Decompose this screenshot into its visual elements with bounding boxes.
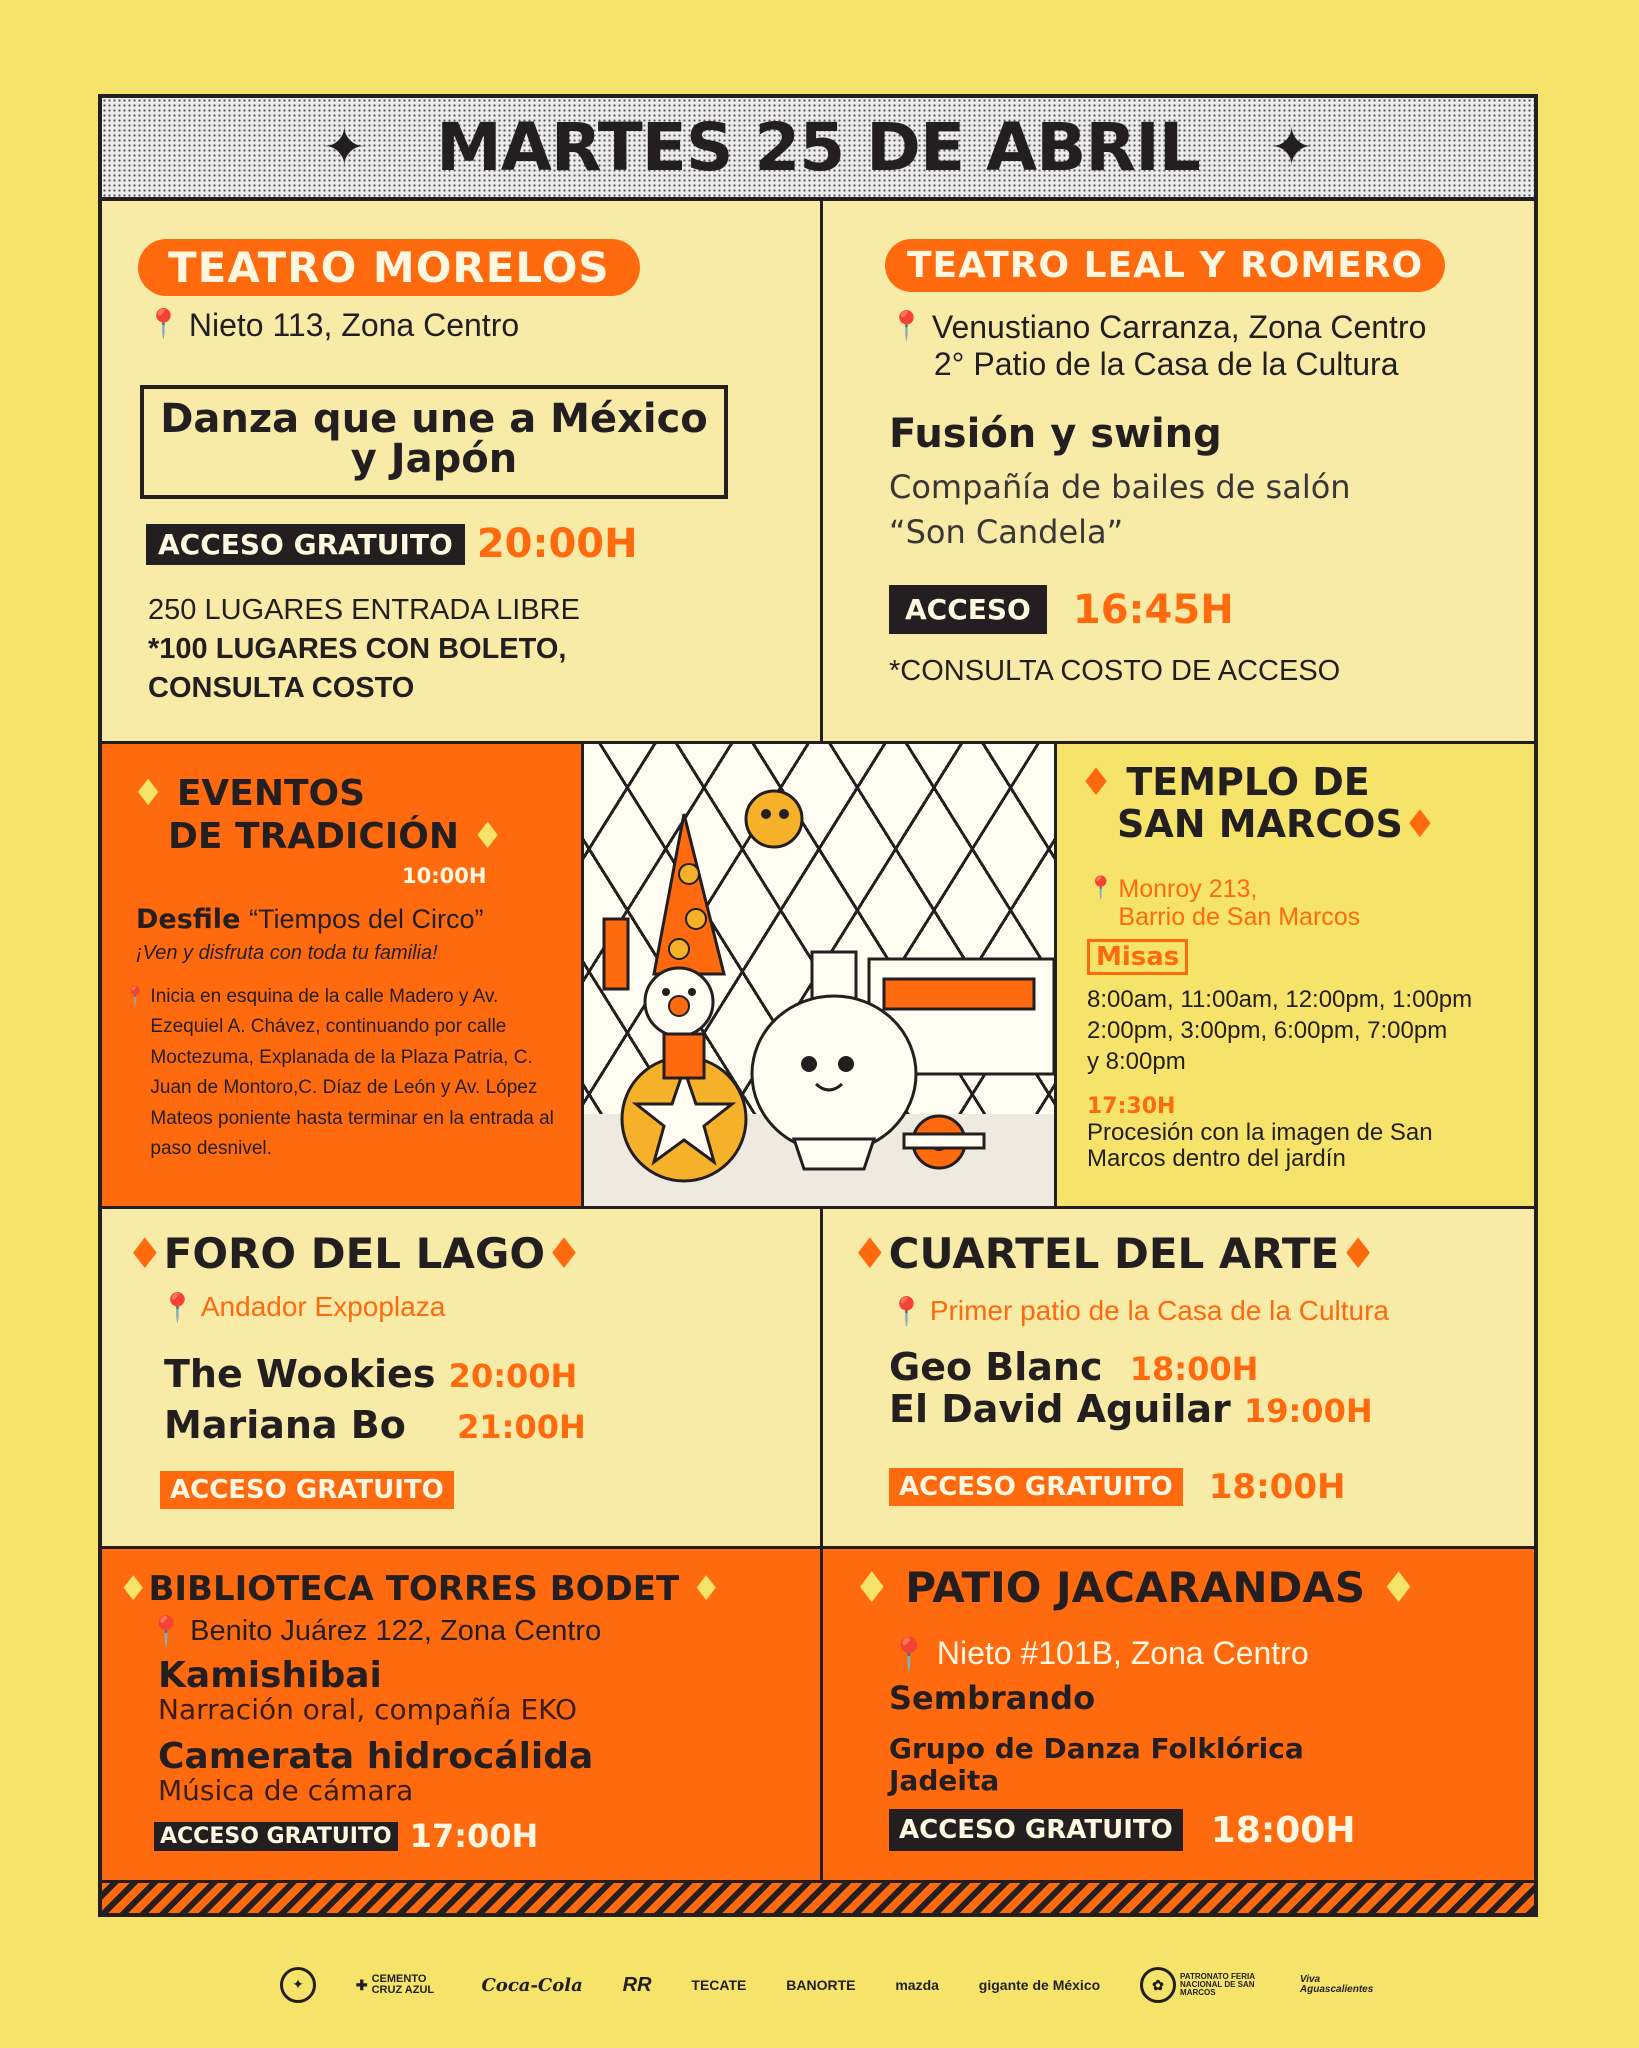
location-pin-icon: 📍 — [889, 1296, 924, 1327]
event-time: 18:00H — [1210, 1809, 1356, 1851]
venue-address: 📍 Nieto #101B, Zona Centro — [889, 1635, 1309, 1672]
access-row — [889, 585, 1234, 634]
poster-header — [102, 98, 1534, 201]
patio-card — [820, 1546, 1534, 1883]
sponsor-logos — [280, 1955, 1374, 2015]
diamond-icon: ♦ — [545, 1229, 583, 1278]
event-time: 17:00H — [409, 1817, 539, 1855]
biblioteca-card — [102, 1546, 823, 1883]
venue-name: ♦BIBLIOTECA TORRES BODET ♦ — [118, 1569, 722, 1609]
banorte-logo: BANORTE — [786, 1977, 856, 1993]
diamond-icon: ♦ — [126, 1229, 164, 1278]
route-description: 📍 Inicia en esquina de la calle Madero y Av. Ezequiel A. Chávez, continuando por calle Moctezuma, Explanada de la Plaza Patria, C. Juan de Montoro,C. Díaz de León y Av. López Mateos poniente hasta terminar en la entrada al paso desnivel. — [124, 982, 564, 1164]
access-badge: ACCESO GRATUITO — [889, 1809, 1183, 1851]
location-pin-icon: 📍 — [889, 310, 924, 341]
procession-description: Procesión con la imagen de San Marcos dentro del jardín — [1087, 1119, 1433, 1173]
event-title: Sembrando — [889, 1679, 1096, 1717]
event-poster — [98, 94, 1538, 1917]
event-time: 16:45H — [1072, 586, 1234, 633]
location-pin-icon: 📍 — [148, 1616, 185, 1648]
coca-cola-logo: Coca-Cola — [481, 1974, 583, 1996]
circus-characters-illustration — [584, 744, 1054, 1206]
diamond-icon: ♦ — [132, 773, 165, 814]
event-time: 20:00H — [476, 521, 638, 567]
venue-name: TEATRO LEAL Y ROMERO — [885, 239, 1445, 292]
eventos-tradicion-card — [102, 741, 584, 1209]
event-tagline: ¡Ven y disfruta con toda tu familia! — [136, 942, 438, 964]
cost-note: *CONSULTA COSTO DE ACCESO — [889, 655, 1341, 687]
access-row — [889, 1809, 1355, 1851]
circus-illustration — [581, 741, 1057, 1209]
templo-card — [1054, 741, 1534, 1209]
diamond-icon: ♦ — [1339, 1229, 1377, 1278]
venue-address: 📍 Monroy 213, Barrio de San Marcos — [1087, 875, 1361, 931]
diamond-icon: ♦ — [118, 1569, 149, 1609]
sparkle-icon: ✦ — [1269, 117, 1314, 178]
diamond-icon: ♦ — [1402, 801, 1437, 846]
rr-logo-icon: RR — [622, 1973, 652, 1996]
seating-note: 250 LUGARES ENTRADA LIBRE *100 LUGARES CON BOLETO, CONSULTA COSTO — [148, 594, 580, 705]
lineup: Kamishibai Narración oral, compañía EKO Camerata hidrocálida Música de cámara — [158, 1655, 594, 1807]
event-time: 18:00H — [1208, 1467, 1346, 1507]
venue-address: 📍 Nieto 113, Zona Centro — [146, 307, 520, 343]
venue-name: TEATRO MORELOS — [138, 239, 640, 296]
misas-times: 8:00am, 11:00am, 12:00pm, 1:00pm 2:00pm, 3:00pm, 6:00pm, 7:00pm y 8:00pm — [1087, 986, 1473, 1076]
access-badge: ACCESO GRATUITO — [889, 1468, 1183, 1506]
location-pin-icon: 📍 — [146, 308, 181, 339]
event-title-box — [140, 385, 728, 499]
cross-icon: ✚ — [355, 1976, 368, 1993]
group-name: Grupo de Danza Folklórica Jadeita — [889, 1732, 1304, 1798]
location-pin-icon: 📍 — [889, 1636, 929, 1672]
venue-name: ♦FORO DEL LAGO♦ — [126, 1229, 583, 1278]
section-title: ♦ TEMPLO DE SAN MARCOS♦ — [1079, 760, 1437, 846]
location-pin-icon: 📍 — [1087, 875, 1115, 900]
diamond-icon: ♦ — [1379, 1563, 1418, 1612]
access-row — [154, 1817, 538, 1855]
tecate-logo: TECATE — [691, 1977, 747, 1993]
access-badge: ACCESO GRATUITO — [160, 1471, 454, 1509]
event-description: Compañía de bailes de salón “Son Candela” — [889, 468, 1351, 551]
cemento-cruz-azul-logo: ✚ CEMENTO CRUZ AZUL — [355, 1973, 435, 1996]
venue-address: 📍 Venustiano Carranza, Zona Centro 2° Patio de la Casa de la Cultura — [889, 309, 1427, 382]
location-pin-icon: 📍 — [160, 1292, 195, 1323]
lineup: Geo Blanc 18:00H El David Aguilar 19:00H — [889, 1345, 1373, 1431]
teatro-leal-card — [820, 201, 1534, 744]
lineup: The Wookies 20:00H Mariana Bo 21:00H — [164, 1352, 586, 1448]
cuartel-card — [820, 1206, 1534, 1549]
event-time: 10:00H — [402, 864, 487, 888]
gigante-logo: gigante de México — [978, 1977, 1101, 1993]
access-badge: ACCESO GRATUITO — [146, 524, 465, 565]
sparkle-icon: ✦ — [322, 117, 367, 178]
teatro-morelos-card — [102, 201, 823, 744]
viva-aguascalientes-logo: Viva Aguascalientes — [1299, 1974, 1374, 1995]
event-title: Fusión y swing — [889, 411, 1222, 457]
procession-time: 17:30H — [1087, 1094, 1176, 1119]
foro-lago-card — [102, 1206, 823, 1549]
location-pin-icon: 📍 — [124, 986, 147, 1006]
section-title: ♦ EVENTOS DE TRADICIÓN ♦ — [132, 773, 504, 858]
seal-logo-icon: ✦ — [280, 1967, 316, 2003]
mazda-logo: mazda — [895, 1977, 939, 1993]
diamond-icon: ♦ — [851, 1229, 889, 1278]
event-title: Desfile “Tiempos del Circo” — [136, 904, 484, 935]
venue-address: 📍 Andador Expoplaza — [160, 1291, 446, 1323]
access-row — [146, 521, 638, 567]
diamond-icon: ♦ — [1079, 760, 1114, 804]
access-badge: ACCESO GRATUITO — [154, 1822, 398, 1851]
diamond-icon: ♦ — [471, 816, 504, 858]
venue-address: 📍 Primer patio de la Casa de la Cultura — [889, 1295, 1389, 1327]
access-badge: ACCESO — [889, 585, 1047, 634]
venue-name: ♦CUARTEL DEL ARTE♦ — [851, 1229, 1377, 1278]
diamond-icon: ♦ — [853, 1563, 891, 1612]
venue-name: ♦ PATIO JACARANDAS ♦ — [853, 1563, 1418, 1612]
access-row — [889, 1467, 1345, 1507]
patronato-seal-icon: ✿ — [1140, 1967, 1176, 2003]
patronato-logo: ✿ PATRONATO FERIA NACIONAL DE SAN MARCOS — [1140, 1967, 1260, 2003]
venue-address: 📍 Benito Juárez 122, Zona Centro — [148, 1615, 602, 1648]
event-title: Danza que une a México y Japón — [160, 396, 708, 482]
page-title: MARTES 25 DE ABRIL — [436, 109, 1200, 186]
misas-label: Misas — [1087, 939, 1188, 975]
diamond-icon: ♦ — [691, 1569, 722, 1609]
striped-footer-band — [102, 1880, 1534, 1913]
